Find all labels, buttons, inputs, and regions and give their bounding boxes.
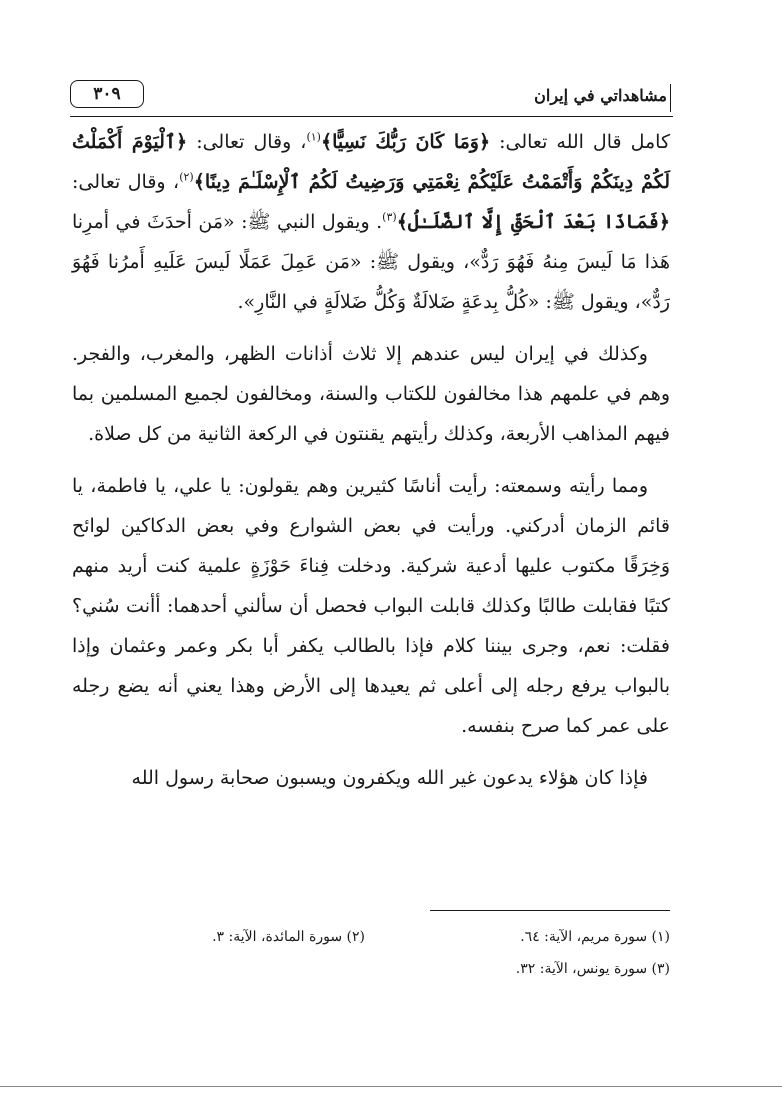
main-text bbox=[72, 122, 670, 798]
text-run: ومما رأيته وسمعته: رأيت أناسًا كثيرين وهم يقولون: يا علي، يا فاطمة، يا قائم الزمان أدركني. ورأيت في بعض الشوارع وفي بعض الدكاكين لوائح وَخِرَقًا مكتوب عليها أدعية شركية. ودخلت فِناءَ حَوْزَةٍ علمية كنت أريد منهم كتبًا فقابلت طالبًا وكذلك قابلت البواب فحصل أن سألني أحدهما: أأنت سُني؟ فقلت: نعم، وجرى بيننا كلام فإذا بالطالب يكفر أبا بكر وعمر وعثمان وإذا بالبواب يرفع رجله إلى أعلى ثم يعيدها إلى الأرض وهذا يعني أنه يضع رجله على عمر كما صرح بنفسه. bbox=[72, 475, 670, 737]
paragraph-3 bbox=[72, 466, 670, 746]
footnote-row bbox=[72, 956, 670, 988]
paragraph-1 bbox=[72, 122, 670, 322]
text-run: كامل قال الله تعالى: bbox=[490, 131, 670, 153]
footnote-reference: (٢) bbox=[179, 170, 194, 184]
footnote-reference: (١) bbox=[306, 130, 321, 144]
text-run: وكذلك في إيران ليس عندهم إلا ثلاث أذانات الظهر، والمغرب، والفجر. وهم في علمهم هذا مخالفون للكتاب والسنة، ومخالفون لجميع المسلمين بما فيهم المذاهب الأربعة، وكذلك رأيتهم يقنتون في الركعة الثانية من كل صلاة. bbox=[72, 343, 670, 445]
page-number: ٣٠٩ bbox=[70, 80, 144, 108]
footnote-3: (٣) سورة يونس، الآية: ٣٢. bbox=[515, 961, 670, 977]
footnote-reference: (٣) bbox=[382, 210, 397, 224]
header-bracket bbox=[670, 84, 677, 112]
running-title: مشاهداتي في إيران bbox=[534, 86, 667, 105]
quran-verse: ﴿فَمَاذَا بَعْدَ ٱلْحَقِّ إِلَّا ٱلضَّلَـٰلُ﴾ bbox=[396, 211, 670, 233]
quran-verse: ﴿ٱلْيَوْمَ أَكْمَلْتُ لَكُمْ دِينَكُمْ وَأَتْمَمْتُ عَلَيْكُمْ نِعْمَتِي وَرَضِيتُ لَكُمُ ٱلْإِسْلَـٰمَ دِينًا﴾ bbox=[72, 131, 670, 193]
text-run: . ويقول النبي ﷺ: «مَن أحدَثَ في أمرِنا هَذا مَا لَيسَ مِنهُ فَهُوَ رَدٌّ»، ويقول ﷺ: «مَن عَمِلَ عَمَلًا لَيسَ عَلَيهِ أَمرُنا فَهُوَ رَدٌّ»، ويقول ﷺ: «كُلُّ بِدعَةٍ ضَلالَةٌ وَكُلُّ ضَلالَةٍ في النَّارِ». bbox=[72, 211, 670, 313]
footnote-1: (١) سورة مريم، الآية: ٦٤. bbox=[520, 929, 670, 945]
text-run: ، وقال تعالى: bbox=[72, 171, 180, 193]
page-edge-line bbox=[0, 1086, 782, 1087]
text-run: فإذا كان هؤلاء يدعون غير الله ويكفرون ويسبون صحابة رسول الله bbox=[131, 767, 648, 789]
text-run: ، وقال تعالى: bbox=[187, 131, 307, 153]
quran-verse: ﴿وَمَا كَانَ رَبُّكَ نَسِيًّا﴾ bbox=[320, 131, 491, 153]
footnote-row bbox=[72, 924, 670, 956]
paragraph-4 bbox=[72, 758, 670, 798]
footnotes bbox=[72, 924, 670, 988]
page-header bbox=[70, 80, 673, 117]
paragraph-2 bbox=[72, 334, 670, 454]
footnote-2: (٢) سورة المائدة، الآية: ٣. bbox=[212, 929, 365, 945]
footnote-separator bbox=[430, 910, 670, 911]
